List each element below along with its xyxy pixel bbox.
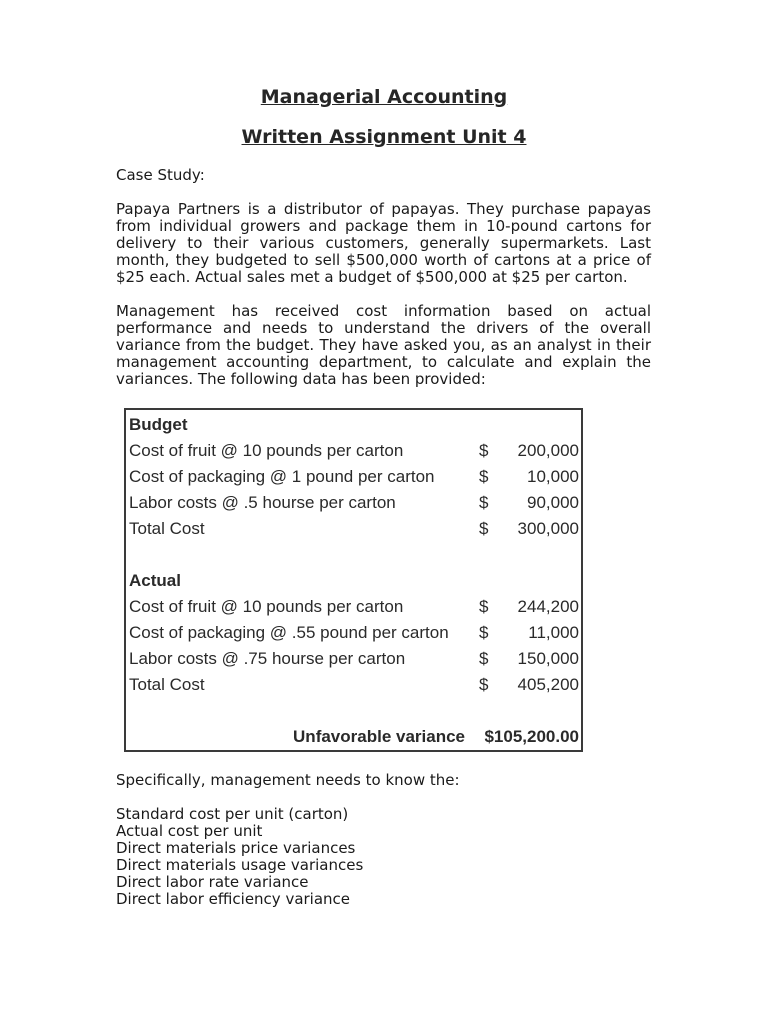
table-row bbox=[126, 620, 581, 646]
row-label: Cost of packaging @ 1 pound per carton bbox=[129, 467, 435, 486]
row-amount: 200,000 bbox=[517, 441, 579, 460]
variance-row bbox=[126, 724, 581, 750]
document-subtitle: Written Assignment Unit 4 bbox=[241, 126, 527, 148]
table-row bbox=[126, 438, 581, 464]
list-item: Direct labor rate variance bbox=[116, 873, 309, 891]
actual-header-row bbox=[126, 568, 581, 594]
cost-table bbox=[124, 408, 583, 752]
row-label: Cost of fruit @ 10 pounds per carton bbox=[129, 441, 404, 460]
budget-header-row bbox=[126, 412, 581, 438]
variance-amount: $105,200.00 bbox=[484, 727, 579, 746]
table-row bbox=[126, 464, 581, 490]
row-label: Labor costs @ .75 hourse per carton bbox=[129, 649, 406, 668]
row-label: Cost of fruit @ 10 pounds per carton bbox=[129, 597, 404, 616]
row-label: Total Cost bbox=[129, 519, 205, 538]
list-item: Direct materials price variances bbox=[116, 839, 356, 857]
actual-header: Actual bbox=[129, 571, 181, 590]
currency-symbol: $ bbox=[479, 441, 489, 460]
currency-symbol: $ bbox=[479, 597, 489, 616]
currency-symbol: $ bbox=[479, 519, 489, 538]
table-row bbox=[126, 594, 581, 620]
currency-symbol: $ bbox=[479, 467, 489, 486]
row-amount: 10,000 bbox=[527, 467, 579, 486]
requirements-list bbox=[116, 806, 363, 908]
list-item: Actual cost per unit bbox=[116, 822, 263, 840]
intro-paragraph: Papaya Partners is a distributor of papayas. They purchase papayas from individual growers and package them in 10-pound cartons for delivery to their various customers, generally supermarkets. Last month, they budgeted to sell $500,000 worth of cartons at a price of $25 each. Actual sales met a budget of $500,000 at $25 per carton. bbox=[116, 200, 651, 286]
management-paragraph: Management has received cost information based on actual performance and needs to understand the drivers of the overall variance from the budget. They have asked you, as an analyst in their management accounting department, to calculate and explain the variances. The following data has been provided: bbox=[116, 302, 651, 388]
row-amount: 11,000 bbox=[528, 623, 579, 642]
list-item: Direct labor efficiency variance bbox=[116, 890, 351, 908]
specifically-paragraph: Specifically, management needs to know the: bbox=[116, 771, 460, 789]
row-label: Labor costs @ .5 hourse per carton bbox=[129, 493, 396, 512]
row-amount: 244,200 bbox=[517, 597, 579, 616]
currency-symbol: $ bbox=[479, 623, 489, 642]
currency-symbol: $ bbox=[479, 675, 489, 694]
row-label: Total Cost bbox=[129, 675, 205, 694]
row-amount: 405,200 bbox=[517, 675, 579, 694]
currency-symbol: $ bbox=[479, 649, 489, 668]
table-row bbox=[126, 672, 581, 698]
list-item: Direct materials usage variances bbox=[116, 856, 364, 874]
list-item: Standard cost per unit (carton) bbox=[116, 805, 349, 823]
currency-symbol: $ bbox=[479, 493, 489, 512]
budget-header: Budget bbox=[129, 415, 188, 434]
table-row bbox=[126, 646, 581, 672]
row-amount: 90,000 bbox=[527, 493, 579, 512]
table-row bbox=[126, 490, 581, 516]
case-study-label: Case Study: bbox=[116, 166, 205, 184]
row-amount: 300,000 bbox=[517, 519, 579, 538]
table-row bbox=[126, 516, 581, 542]
document-title: Managerial Accounting bbox=[260, 86, 508, 108]
row-amount: 150,000 bbox=[517, 649, 579, 668]
variance-label: Unfavorable variance bbox=[293, 727, 465, 746]
row-label: Cost of packaging @ .55 pound per carton bbox=[129, 623, 449, 642]
